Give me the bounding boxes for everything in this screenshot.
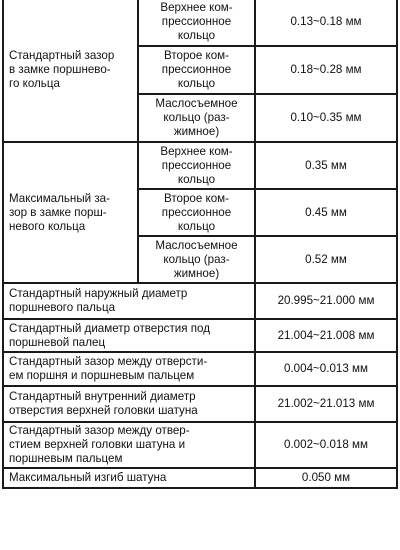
table-row [3,352,397,386]
table-row [3,468,397,488]
spec-value: 20.995~21.000 мм [255,283,397,319]
param-label: Максимальный изгиб шатуна [3,468,255,488]
spec-value: 0.45 мм [255,189,397,236]
param-label: Стандартный диаметр отверстия под поршневой палец [3,319,255,352]
param-label: Стандартный зазор между отверсти- ем поршня и поршневым пальцем [3,352,255,386]
table-row [3,386,397,422]
spec-value: 0.35 мм [255,142,397,189]
table-row [3,283,397,319]
table-row [3,422,397,468]
piston-ring-spec-table [2,0,398,489]
table-row [3,319,397,352]
spec-value: 0.10~0.35 мм [255,94,397,142]
table-row [3,0,397,46]
spec-value: 0.004~0.013 мм [255,352,397,386]
param-label: Стандартный внутренний диаметр отверстия верхней головки шатуна [3,386,255,422]
param-label: Стандартный зазор между отвер- стием верхней головки шатуна и поршневым пальцем [3,422,255,468]
spec-value: 0.52 мм [255,236,397,283]
table-row [3,142,397,189]
ring-type: Второе ком- прессионное кольцо [138,189,255,236]
spec-value: 0.13~0.18 мм [255,0,397,46]
spec-value: 0.002~0.018 мм [255,422,397,468]
param-label: Стандартный наружный диаметр поршневого пальца [3,283,255,319]
ring-type: Маслосъемное кольцо (раз- жимное) [138,236,255,283]
ring-type: Верхнее ком- прессионное кольцо [138,142,255,189]
spec-value: 0.18~0.28 мм [255,46,397,94]
ring-type: Маслосъемное кольцо (раз- жимное) [138,94,255,142]
spec-value: 21.002~21.013 мм [255,386,397,422]
spec-value: 21.004~21.008 мм [255,319,397,352]
param-label: Стандартный зазор в замке поршнево- го кольца [3,0,138,142]
ring-type: Верхнее ком- прессионное кольцо [138,0,255,46]
spec-value: 0.050 мм [255,468,397,488]
param-label: Максимальный за- зор в замке порш- невого кольца [3,142,138,283]
ring-type: Второе ком- прессионное кольцо [138,46,255,94]
